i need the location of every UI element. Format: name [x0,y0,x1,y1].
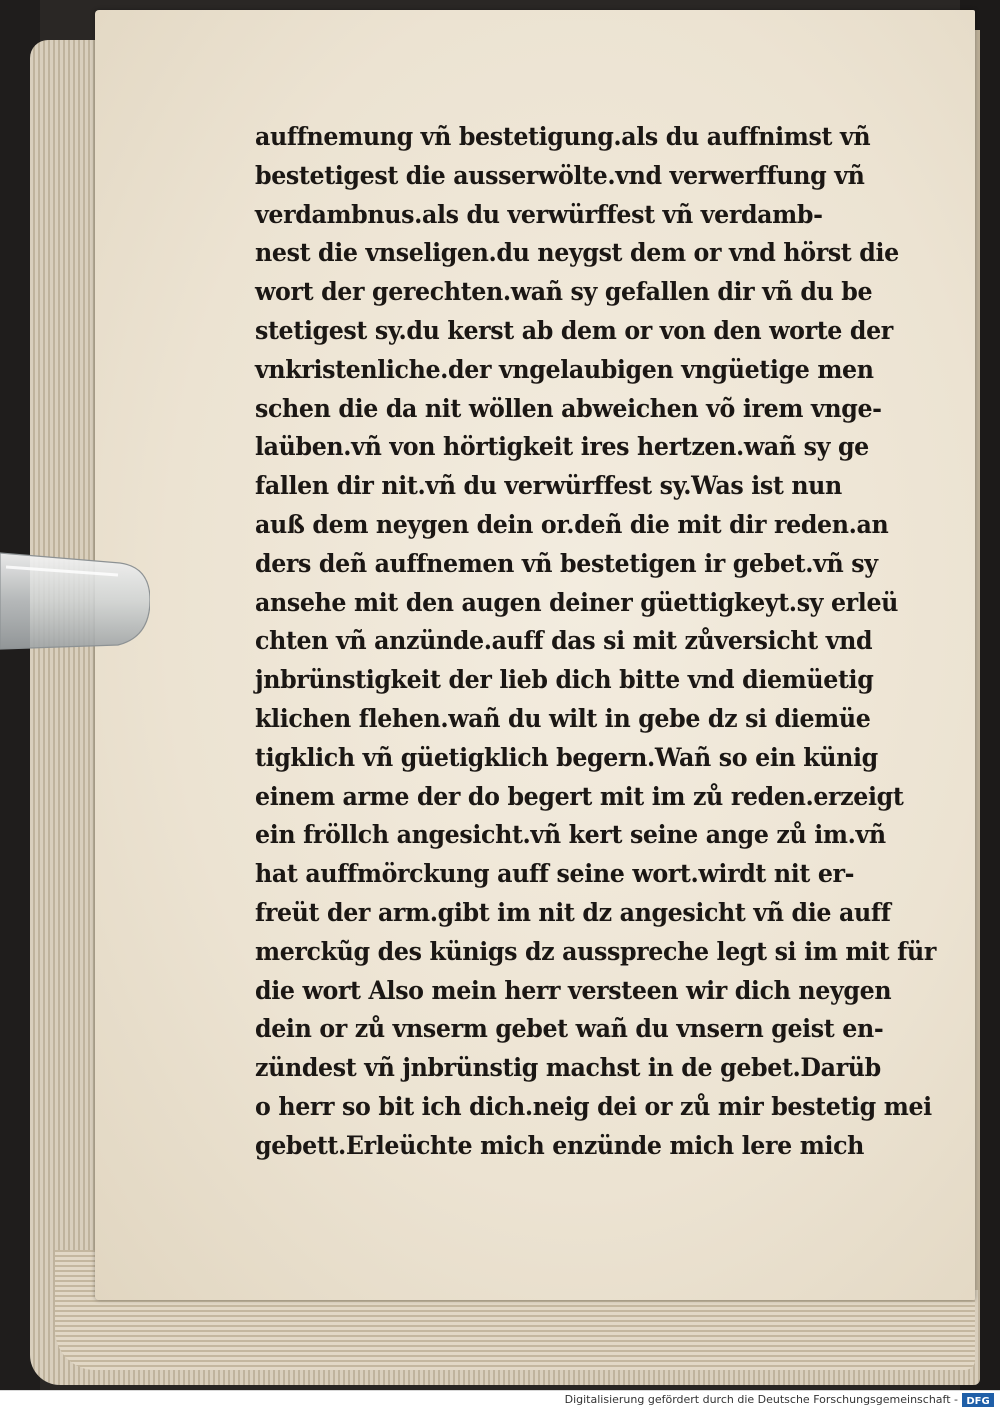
text-line: dein or zů vnserm gebet wañ du vnsern geist en- [255,1014,884,1045]
text-line: ansehe mit den augen deiner güettigkeyt.sy erleü [255,587,899,618]
text-line: gebett.Erleüchte mich enzünde mich lere mich [255,1130,865,1161]
text-line: ders deñ auffnemen vñ bestetigen ir gebet.vñ sy [255,548,878,579]
text-line: bestetigest die ausserwölte.vnd verwerffung vñ [255,160,865,191]
dfg-logo-icon [962,1393,994,1407]
text-line: auffnemung vñ bestetigung.als du auffnimst vñ [255,122,871,152]
text-line: jnbrünstigkeit der lieb dich bitte vnd diemüetig [255,665,874,696]
text-line: klichen flehen.wañ du wilt in gebe dz si diemüe [255,703,871,734]
text-line: merckũg des künigs dz ausspreche legt si im mit für [255,936,936,967]
dfg-logo-text: DFG [966,1396,990,1407]
text-line: schen die da nit wöllen abweichen võ irem vnge- [255,393,882,424]
text-line: hat auffmörckung auff seine wort.wirdt nit er- [255,859,855,890]
text-line: o herr so bit ich dich.neig dei or zů mir bestetig mei [255,1091,932,1122]
body-text [255,118,936,1166]
text-line: freüt der arm.gibt im nit dz angesicht vñ die auff [255,897,891,928]
text-line: laüben.vñ von hörtigkeit ires hertzen.wañ sy ge [255,432,869,463]
text-line: fallen dir nit.vñ du verwürffest sy.Was ist nun [255,471,842,502]
page-clip [0,545,150,655]
footer-bar [0,1390,1000,1410]
text-line: nest die vnseligen.du neygst dem or vnd hörst die [255,238,899,269]
text-line: einem arme der do begert mit im zů reden.erzeigt [255,781,904,812]
text-line: chten vñ anzünde.auff das si mit zůversicht vnd [255,626,873,657]
text-line: ein fröllch angesicht.vñ kert seine ange zů im.vñ [255,820,886,851]
funding-credit: Digitalisierung gefördert durch die Deutsche Forschungsgemeinschaft - [564,1393,958,1406]
text-line: zündest vñ jnbrünstig machst in de gebet.Darüb [255,1053,881,1084]
text-line: wort der gerechten.wañ sy gefallen dir vñ du be [255,277,873,308]
text-line: stetigest sy.du kerst ab dem or von den worte der [255,315,893,346]
text-line: auß dem neygen dein or.deñ die mit dir reden.an [255,509,889,540]
text-line: vnkristenliche.der vngelaubigen vngüetige men [255,354,874,385]
text-line: tigklich vñ güetigklich begern.Wañ so ein künig [255,742,878,773]
text-line: verdambnus.als du verwürffest vñ verdamb- [255,199,823,230]
text-line: die wort Also mein herr versteen wir dich neygen [255,975,892,1006]
